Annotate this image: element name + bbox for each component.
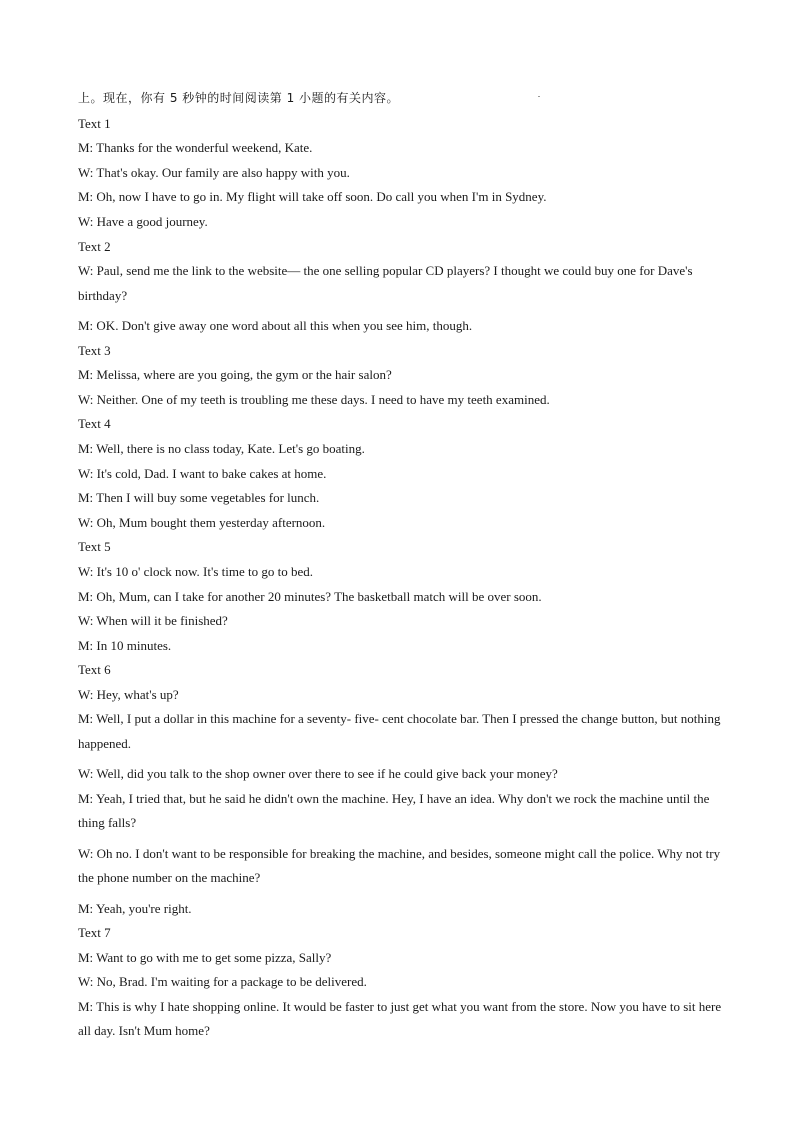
dialogue-line: W: Paul, send me the link to the website— the one selling popular CD players? I thought we could buy one for Dave's birthday? [78,263,693,303]
dialogue-line: W: When will it be finished? [78,613,228,629]
section-heading-text-2: Text 2 [78,238,111,254]
dialogue-line: W: It's cold, Dad. I want to bake cakes at home. [78,465,327,481]
dialogue-line: W: Well, did you talk to the shop owner over there to see if he could give back your money? [78,766,558,782]
section-heading-text-7: Text 7 [78,925,111,941]
section-heading-text-5: Text 5 [78,539,111,555]
dialogue-line: M: Well, there is no class today, Kate. Let's go boating. [78,440,365,456]
dialogue-line: M: Oh, now I have to go in. My flight will take off soon. Do call you when I'm in Sydney. [78,189,547,205]
dialogue-line: M: Yeah, you're right. [78,900,192,916]
dialogue-line: M: Melissa, where are you going, the gym or the hair salon? [78,367,392,383]
dialogue-line: M: OK. Don't give away one word about all this when you see him, though. [78,317,473,333]
section-heading-text-4: Text 4 [78,416,111,432]
dialogue-line: M: Yeah, I tried that, but he said he didn't own the machine. Hey, I have an idea. Why don't we rock the machine until the thing falls? [78,790,710,831]
dialogue-line: W: Oh, Mum bought them yesterday afternoon. [78,514,326,530]
dialogue-line: W: It's 10 o' clock now. It's time to go to bed. [78,563,313,579]
transcript-body [78,91,728,1054]
dialogue-line: M: In 10 minutes. [78,637,172,653]
dialogue-line: W: Have a good journey. [78,213,208,229]
dialogue-line: M: Want to go with me to get some pizza, Sally? [78,949,332,965]
dialogue-line: W: That's okay. Our family are also happy with you. [78,164,350,180]
dialogue-line: M: Well, I put a dollar in this machine for a seventy- five- cent chocolate bar. Then I pressed the change button, but nothing happened. [78,711,721,751]
dialogue-line: M: Thanks for the wonderful weekend, Kate. [78,140,313,156]
dialogue-line: M: Oh, Mum, can I take for another 20 minutes? The basketball match will be over soon. [78,588,542,604]
section-heading-text-6: Text 6 [78,662,111,678]
dialogue-line: W: Oh no. I don't want to be responsible for breaking the machine, and besides, someone might call the police. Why not try the phone number on the machine? [78,845,721,886]
section-heading-text-1: Text 1 [78,115,111,131]
dialogue-line: W: No, Brad. I'm waiting for a package to be delivered. [78,974,367,990]
section-heading-text-3: Text 3 [78,342,111,358]
dialogue-line: W: Hey, what's up? [78,686,179,702]
instruction-line: 上。现在，你有 5 秒钟的时间阅读第 1 小题的有关内容。 [78,91,400,105]
dialogue-line: M: This is why I hate shopping online. It would be faster to just get what you want from the store. Now you have to sit here all day. Isn't Mum home? [78,998,722,1039]
dialogue-line: W: Neither. One of my teeth is troubling me these days. I need to have my teeth examined. [78,391,550,407]
dialogue-line: M: Then I will buy some vegetables for lunch. [78,490,320,506]
